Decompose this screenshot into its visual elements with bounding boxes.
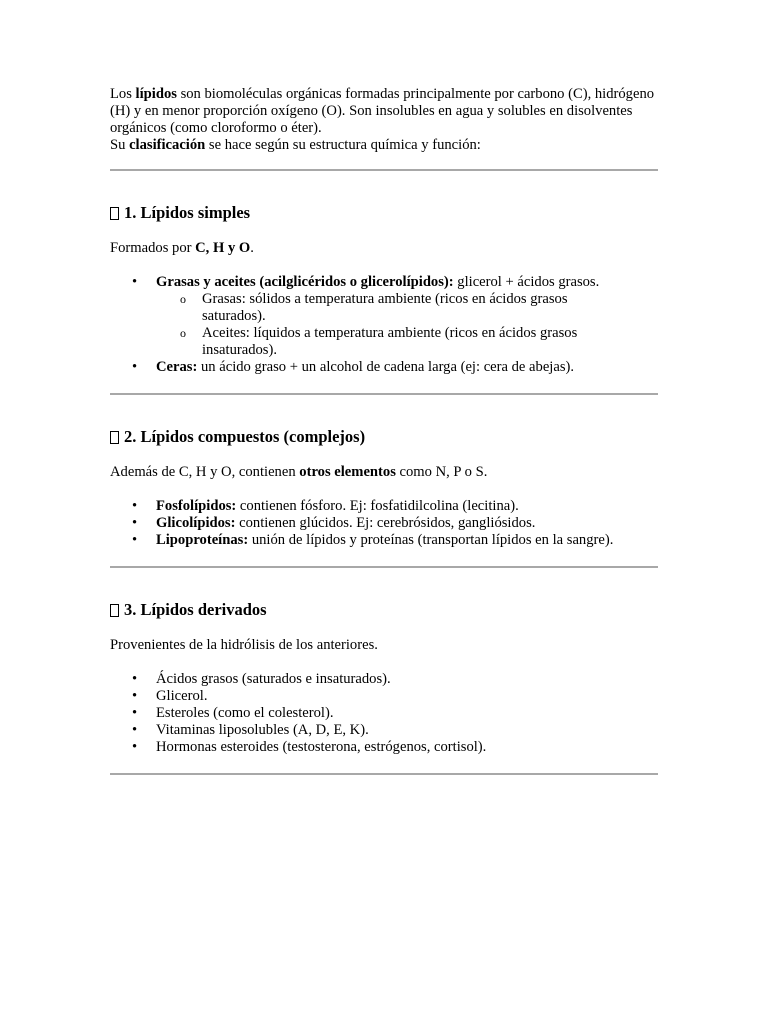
list-item: • Hormonas esteroides (testosterona, estrógenos, cortisol).	[156, 739, 658, 756]
document-body	[110, 86, 658, 775]
sub-list	[156, 291, 658, 359]
list-item: • Ácidos grasos (saturados e insaturados).	[156, 671, 658, 688]
section-desc: Además de C, H y O, contienen otros elementos como N, P o S.	[110, 464, 488, 480]
section-title: 1. Lípidos simples	[110, 203, 658, 223]
missing-glyph-icon	[110, 604, 119, 617]
bullet-list	[110, 274, 658, 376]
section-title: 3. Lípidos derivados	[110, 600, 658, 620]
list-item: • Ceras: un ácido graso + un alcohol de cadena larga (ej: cera de abejas).	[156, 359, 658, 376]
list-item: • Esteroles (como el colesterol).	[156, 705, 658, 722]
list-item: • Lipoproteínas: unión de lípidos y proteínas (transportan lípidos en la sangre).	[156, 532, 658, 549]
section-title: 2. Lípidos compuestos (complejos)	[110, 427, 658, 447]
sub-list-item: o Grasas: sólidos a temperatura ambiente (ricos en ácidos grasos saturados).	[202, 291, 612, 325]
intro-classification: Su clasificación se hace según su estructura química y función:	[110, 137, 481, 153]
list-item: • Vitaminas liposolubles (A, D, E, K).	[156, 722, 658, 739]
intro	[110, 86, 658, 154]
list-item: • Glicolípidos: contienen glúcidos. Ej: cerebrósidos, gangliósidos.	[156, 515, 658, 532]
bullet-list	[110, 671, 658, 756]
bullet-list	[110, 498, 658, 549]
divider	[110, 393, 658, 395]
section-desc: Formados por C, H y O.	[110, 240, 254, 256]
divider	[110, 169, 658, 171]
section-desc: Provenientes de la hidrólisis de los anteriores.	[110, 637, 378, 653]
divider	[110, 773, 658, 775]
list-item: • Glicerol.	[156, 688, 658, 705]
intro-paragraph: Los lípidos son biomoléculas orgánicas formadas principalmente por carbono (C), hidrógeno (H) y en menor proporción oxígeno (O). Son insolubles en agua y solubles en disolventes orgánicos (como cloroformo o éter).	[110, 86, 655, 136]
missing-glyph-icon	[110, 207, 119, 220]
sub-list-item: o Aceites: líquidos a temperatura ambiente (ricos en ácidos grasos insaturados).	[202, 325, 612, 359]
list-item: • Fosfolípidos: contienen fósforo. Ej: fosfatidilcolina (lecitina).	[156, 498, 658, 515]
missing-glyph-icon	[110, 431, 119, 444]
divider	[110, 566, 658, 568]
list-item: • Grasas y aceites (acilglicéridos o glicerolípidos): glicerol + ácidos grasos. o Grasas: sólidos a temperatura ambiente (ricos en ácidos grasos saturados). o Aceites: líquidos a temperatura ambiente (ricos en ácidos grasos insaturados).	[156, 274, 658, 359]
